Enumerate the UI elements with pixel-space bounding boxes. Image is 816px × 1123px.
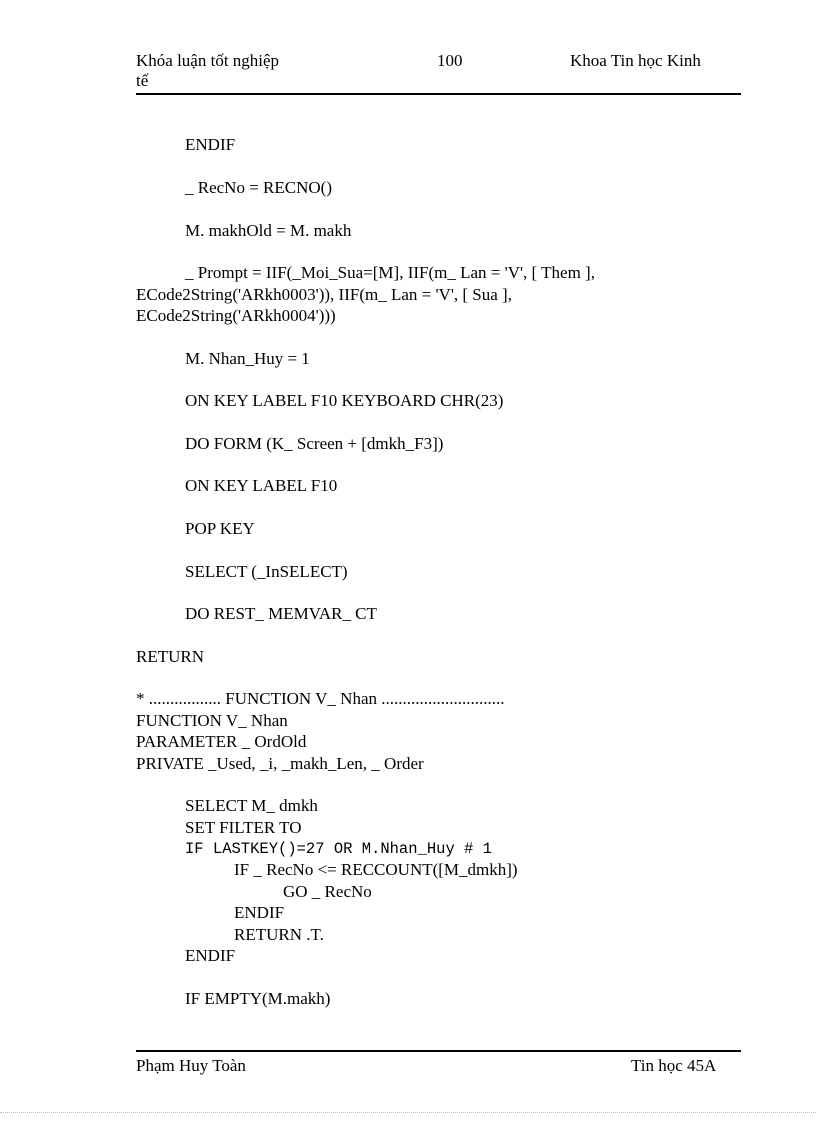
code-line: M. makhOld = M. makh — [185, 221, 352, 240]
code-line: IF EMPTY(M.makh) — [185, 989, 331, 1008]
code-line: GO _ RecNo — [283, 882, 372, 901]
footer-class: Tin học 45A — [631, 1056, 717, 1075]
code-line: M. Nhan_Huy = 1 — [185, 349, 310, 368]
code-line: SELECT (_InSELECT) — [185, 562, 348, 581]
code-line: FUNCTION V_ Nhan — [136, 711, 288, 730]
code-line: _ Prompt = IIF(_Moi_Sua=[M], IIF(m_ Lan = 'V', [ Them ], — [185, 263, 595, 282]
code-line: ON KEY LABEL F10 KEYBOARD CHR(23) — [185, 391, 504, 410]
code-line: ECode2String('ARkh0004'))) — [136, 306, 336, 325]
code-line: DO REST_ MEMVAR_ CT — [185, 604, 377, 623]
code-line: DO FORM (K_ Screen + [dmkh_F3]) — [185, 434, 444, 453]
code-line: PARAMETER _ OrdOld — [136, 732, 307, 751]
header-left-line1: Khóa luận tốt nghiệp — [136, 51, 280, 70]
header-left-line2: tế — [136, 71, 149, 90]
code-line: SET FILTER TO — [185, 818, 302, 837]
code-line: RETURN — [136, 647, 204, 666]
code-line: ON KEY LABEL F10 — [185, 476, 338, 495]
code-line: SELECT M_ dmkh — [185, 796, 318, 815]
code-line: IF _ RecNo <= RECCOUNT([M_dmkh]) — [234, 860, 518, 879]
code-line: * ................. FUNCTION V_ Nhan ............................. — [136, 689, 505, 708]
code-line: ENDIF — [234, 903, 285, 922]
page-edge-divider — [0, 1112, 816, 1113]
footer-rule — [136, 1050, 741, 1052]
header-right: Khoa Tin học Kinh — [570, 51, 701, 70]
page-number: 100 — [437, 51, 463, 70]
code-line: PRIVATE _Used, _i, _makh_Len, _ Order — [136, 754, 424, 773]
code-line: POP KEY — [185, 519, 255, 538]
code-line: ENDIF — [185, 946, 236, 965]
code-line: IF LASTKEY()=27 OR M.Nhan_Huy # 1 — [185, 840, 492, 858]
code-line: ENDIF — [185, 135, 236, 154]
code-line: RETURN .T. — [234, 925, 324, 944]
code-line: _ RecNo = RECNO() — [185, 178, 332, 197]
footer-author: Phạm Huy Toàn — [136, 1056, 246, 1075]
code-line: ECode2String('ARkh0003')), IIF(m_ Lan = 'V', [ Sua ], — [136, 285, 512, 304]
